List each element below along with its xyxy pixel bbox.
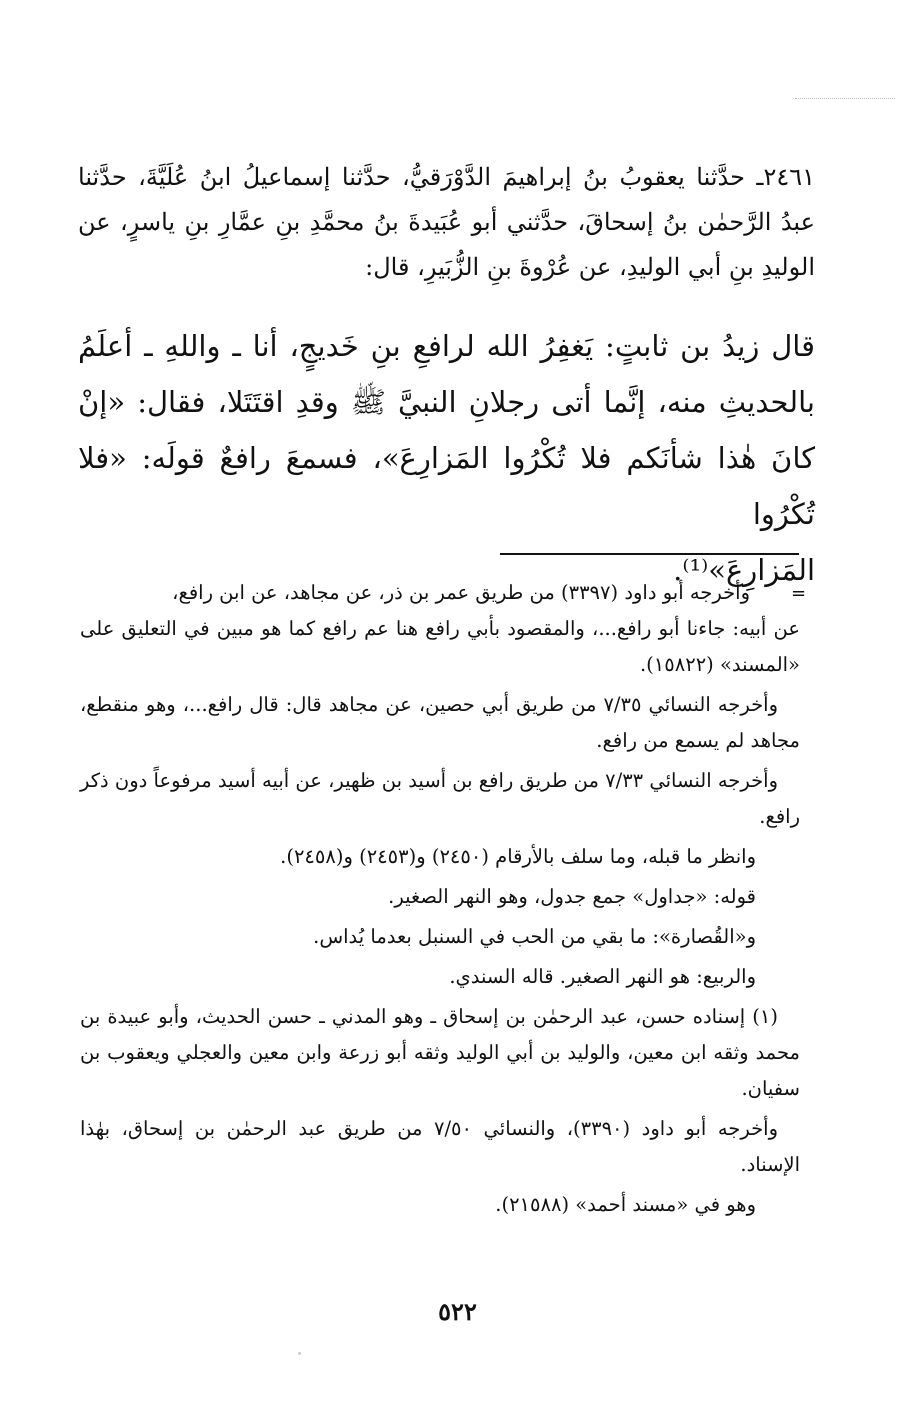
hadith-matn-end: المَزارِعَ»⁽¹⁾. <box>673 553 815 587</box>
footnote-paragraph: و«القُصارة»: ما بقي من الحب في السنبل بعدما يُداس. <box>313 925 756 948</box>
footnote-text: وأخرجه أبو داود (٣٣٩٧) من طريق عمر بن ذر، عن مجاهد، عن ابن رافع، <box>172 581 750 604</box>
footnote-separator <box>500 553 799 555</box>
hadith-isnad: ٢٤٦١ـ حدَّثنا يعقوبُ بنُ إبراهيمَ الدَّوْرَقيُّ، حدَّثنا إسماعيلُ ابنُ عُلَيَّةَ، حدَّثنا عبدُ الرَّحمٰن بنُ إسحاقَ، حدَّثني أبو عُبَيدةَ بنُ محمَّدِ بنِ عمَّارِ بنِ ياسرٍ، عن الوليدِ بنِ أبي الوليدِ، عن عُرْوةَ بنِ الزُّبَيرِ، قال: <box>78 163 815 281</box>
footnote-text-continued: عن أبيه: جاءنا أبو رافع...، والمقصود بأبي رافع هنا عم رافع كما هو مبين في التعليق على «المسند» (١٥٨٢٢). <box>80 617 800 676</box>
footnote-paragraph: (١) إسناده حسن، عبد الرحمٰن بن إسحاق ـ وهو المدني ـ حسن الحديث، وأبو عبيدة بن محمد وثقه ابن معين، والوليد بن أبي الوليد وثقه أبو زرعة وابن معين والعجلي ويعقوب بن سفيان. <box>80 1005 800 1100</box>
hadith-matn <box>78 318 815 598</box>
footnote-paragraph: قوله: «جداول» جمع جدول، وهو النهر الصغير. <box>388 885 756 908</box>
footnote-paragraph <box>80 575 800 683</box>
page-number: ٥٢٢ <box>438 1297 477 1326</box>
footnote-paragraph: والربيع: هو النهر الصغير. قاله السندي. <box>449 965 756 988</box>
footnote-paragraph: وانظر ما قبله، وما سلف بالأرقام (٢٤٥٠) و(٢٤٥٣) و(٢٤٥٨). <box>280 845 756 868</box>
footnote-paragraph: وهو في «مسند أحمد» (٢١٥٨٨). <box>495 1193 756 1216</box>
footnote-paragraph: وأخرجه النسائي ٧/٣٥ من طريق أبي حصين، عن مجاهد قال: قال رافع...، وهو منقطع، مجاهد لم يسمع من رافع. <box>80 693 800 752</box>
footnote-continuation-mark: = <box>791 583 807 604</box>
top-scan-dots <box>795 98 895 103</box>
hadith-matn-text: قال زيدُ بن ثابتٍ: يَغفِرُ الله لرافعِ بنِ خَديجٍ، أنا ـ واللهِ ـ أعلَمُ بالحديثِ منه، إنَّما أتى رجلانِ النبيَّ ﷺ وقدِ اقتَتَلا، فقال: «إنْ كانَ هٰذا شأنَكم فلا تُكْرُوا المَزارِعَ»، فسمعَ رافعٌ قولَه: «فلا تُكْرُوا <box>78 329 815 531</box>
scan-speck <box>298 1352 301 1355</box>
footnote-paragraph: وأخرجه النسائي ٧/٣٣ من طريق رافع بن أسيد بن ظهير، عن أبيه أسيد مرفوعاً دون ذكر رافع. <box>80 769 800 828</box>
footnote-paragraph: وأخرجه أبو داود (٣٣٩٠)، والنسائي ٧/٥٠ من طريق عبد الرحمٰن بن إسحاق، بهٰذا الإسناد. <box>80 1117 800 1176</box>
footnotes <box>80 575 800 1227</box>
